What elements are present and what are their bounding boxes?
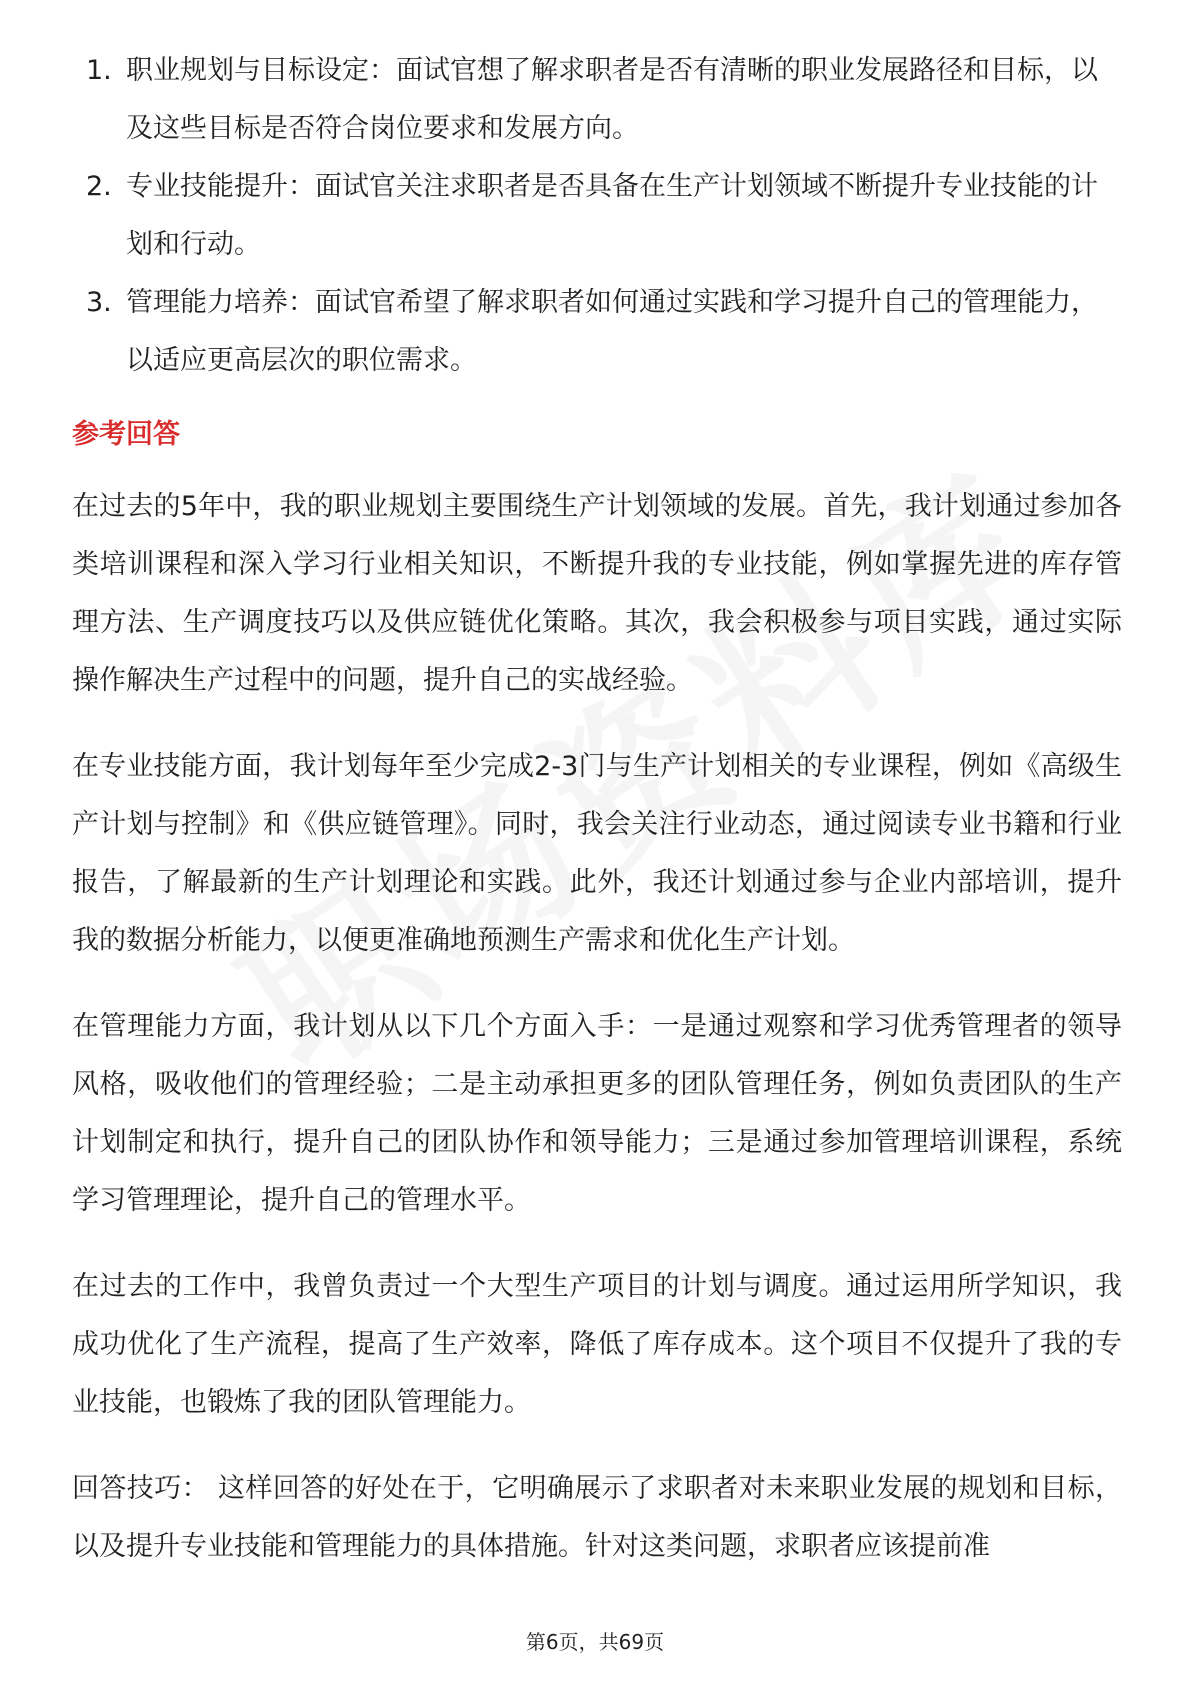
section-title: 参考回答 — [72, 419, 180, 450]
paragraph: 在专业技能方面，我计划每年至少完成2-3门与生产计划相关的专业课程，例如《高级生产计划与控制》和《供应链管理》。同时，我会关注行业动态，通过阅读专业书籍和行业报告，了解最新的生产计划理论和实践。此外，我还计划通过参与企业内部培训，提升我的数据分析能力，以便更准确地预测生产需求和优化生产计划。 — [72, 751, 1122, 956]
list-item-number: 2. — [86, 171, 112, 202]
list-item — [72, 158, 1122, 274]
page-footer: 第6页，共69页 — [525, 1630, 665, 1654]
list-item-text: 专业技能提升：面试官关注求职者是否具备在生产计划领域不断提升专业技能的计划和行动。 — [126, 171, 1098, 260]
list-item-number: 1. — [86, 55, 112, 86]
list-item — [72, 42, 1122, 158]
list-item-text: 职业规划与目标设定：面试官想了解求职者是否有清晰的职业发展路径和目标，以及这些目标是否符合岗位要求和发展方向。 — [126, 55, 1098, 144]
list-item-number: 3. — [86, 287, 112, 318]
paragraph: 在过去的工作中，我曾负责过一个大型生产项目的计划与调度。通过运用所学知识，我成功优化了生产流程，提高了生产效率，降低了库存成本。这个项目不仅提升了我的专业技能，也锻炼了我的团队管理能力。 — [72, 1271, 1122, 1418]
page-content — [72, 42, 1122, 1604]
paragraph: 在管理能力方面，我计划从以下几个方面入手：一是通过观察和学习优秀管理者的领导风格，吸收他们的管理经验；二是主动承担更多的团队管理任务，例如负责团队的生产计划制定和执行，提升自己的团队协作和领导能力；三是通过参加管理培训课程，系统学习管理理论，提升自己的管理水平。 — [72, 1011, 1122, 1216]
list-item — [72, 274, 1122, 390]
list-item-text: 管理能力培养：面试官希望了解求职者如何通过实践和学习提升自己的管理能力，以适应更高层次的职位需求。 — [126, 287, 1098, 376]
numbered-list — [72, 42, 1122, 390]
paragraph: 在过去的5年中，我的职业规划主要围绕生产计划领域的发展。首先，我计划通过参加各类培训课程和深入学习行业相关知识，不断提升我的专业技能，例如掌握先进的库存管理方法、生产调度技巧以及供应链优化策略。其次，我会积极参与项目实践，通过实际操作解决生产过程中的问题，提升自己的实战经验。 — [72, 491, 1122, 696]
paragraph: 回答技巧： 这样回答的好处在于，它明确展示了求职者对未来职业发展的规划和目标，以及提升专业技能和管理能力的具体措施。针对这类问题，求职者应该提前准 — [72, 1473, 1122, 1562]
